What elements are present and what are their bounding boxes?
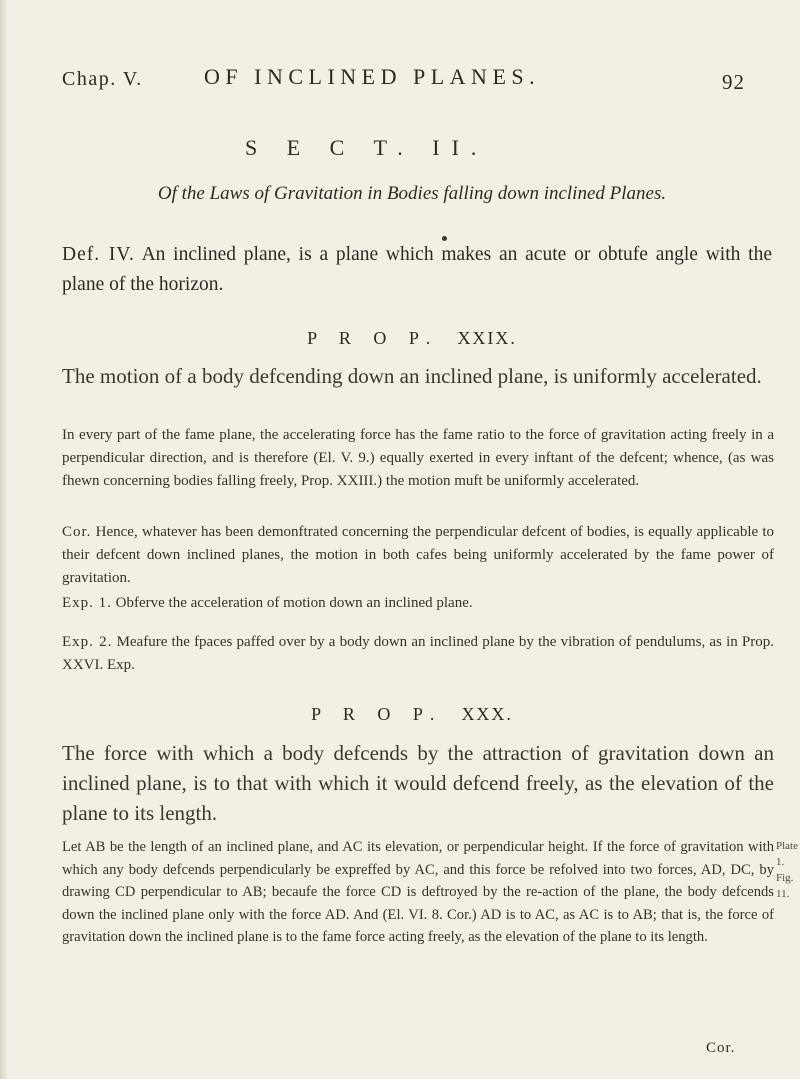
prop-29-body: In every part of the fame plane, the accelerating force has the fame ratio to the force of gravitation acting freely in a perpendicular direction, and is therefore (El. V. 9.) equally exerted in every inftant of the defcent; whence, (as was fhewn concerning bodies falling freely, Prop. XXIII.) the motion muft be uniformly accelerated.	[62, 427, 774, 489]
running-title: OF INCLINED PLANES.	[204, 64, 541, 89]
experiment-1	[62, 592, 774, 615]
prop-30-label: P R O P.	[311, 704, 444, 724]
plate-margin-note	[776, 838, 800, 902]
definition-text: An inclined plane, is a plane which makes an acute or obtufe angle with the plane of the horizon.	[62, 244, 772, 295]
catchword: Cor.	[706, 1040, 736, 1056]
prop-30-body: Let AB be the length of an inclined plane, and AC its elevation, or perpendicular height. If the force of gravitation with which any body defcends perpendicularly be expreffed by AC, and this force be refolved into two forces, AD, DC, by drawing CD perpendicular to AB; becaufe the force CD is deftroyed by the re-action of the plane, the body defcends down the inclined plane only with the force AD. And (El. VI. 8. Cor.) AD is to AC, as AC is to AB; that is, the force of gravitation down the inclined plane is to the fame force acting freely, as the elevation of the plane to its length.	[62, 839, 774, 945]
section-heading: S E C T. II.	[245, 135, 489, 160]
experiment-1-label: Exp. 1.	[62, 595, 112, 611]
running-head	[62, 64, 762, 94]
prop-30-number: XXX.	[461, 704, 513, 724]
chapter-label: Chap. V.	[62, 68, 143, 90]
corollary-text: Hence, whatever has been demonftrated concerning the perpendicular defcent of bodies, is equally applicable to their defcent down inclined planes, the motion in both cafes being uniformly accelerated by the fame power of gravitation.	[62, 524, 775, 586]
figure-label: Fig. 11.	[776, 872, 794, 900]
definition-label: Def. IV.	[62, 244, 135, 265]
prop-29-label: P R O P.	[307, 328, 440, 348]
section-title: Of the Laws of Gravitation in Bodies falling down inclined Planes.	[157, 183, 667, 204]
prop-29-number: XXIX.	[457, 328, 517, 348]
corollary-label: Cor.	[62, 524, 92, 540]
experiment-2	[62, 631, 774, 677]
prop-29-statement: The motion of a body defcending down an inclined plane, is uniformly accelerated.	[62, 364, 762, 388]
plate-label: Plate 1.	[776, 840, 798, 868]
page-number: 92	[722, 70, 745, 94]
definition-paragraph	[62, 240, 772, 300]
experiment-2-label: Exp. 2.	[62, 634, 113, 650]
prop-29-corollary	[62, 521, 774, 590]
prop-29-heading	[62, 328, 762, 349]
page-edge-shadow	[0, 0, 8, 1079]
prop-30-statement: The force with which a body defcends by the attraction of gravitation down an inclined plane, is to that with which it would defcend freely, as the elevation of the plane to its length.	[62, 741, 774, 825]
experiment-2-text: Meafure the fpaces paffed over by a body down an inclined plane by the vibration of pendulums, as in Prop. XXVI. Exp.	[62, 634, 775, 673]
prop-30-heading	[62, 704, 762, 725]
experiment-1-text: Obferve the acceleration of motion down an inclined plane.	[115, 595, 473, 611]
